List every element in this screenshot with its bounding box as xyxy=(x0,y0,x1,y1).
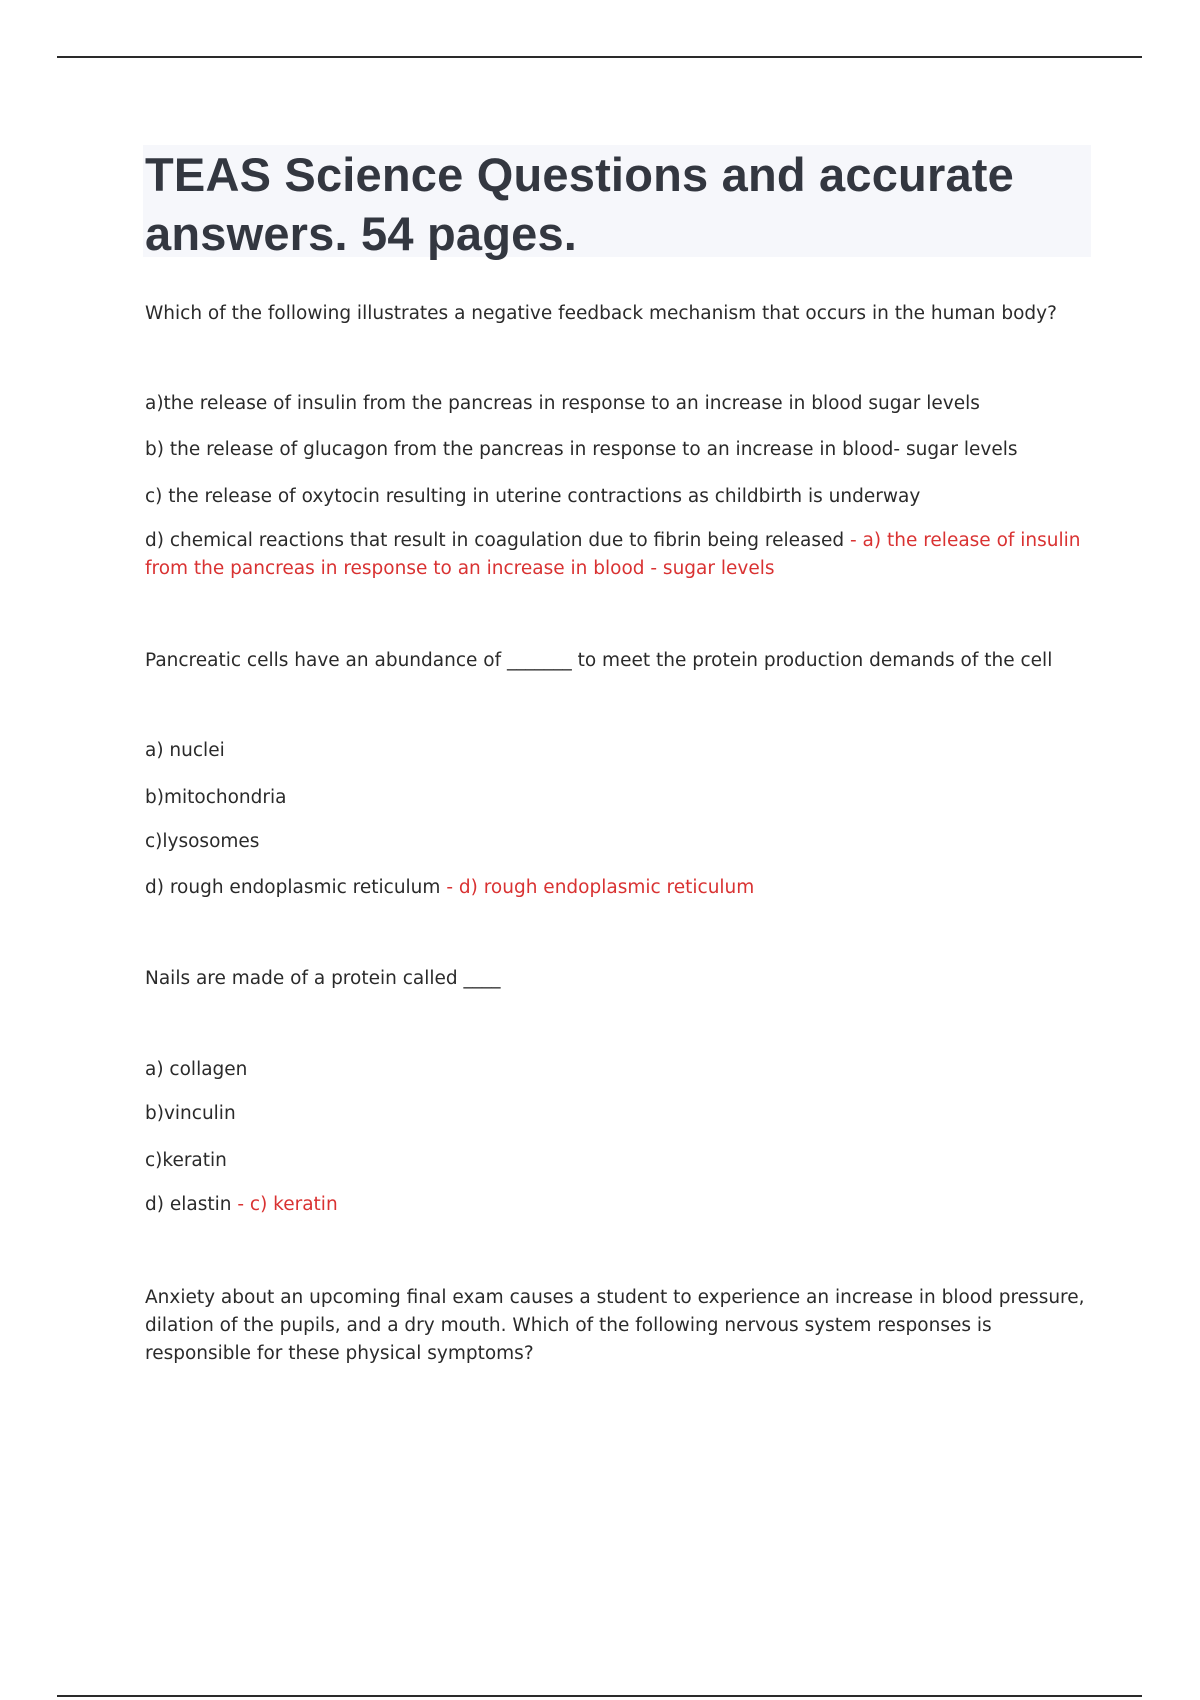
question-3-option-d-text: d) elastin xyxy=(145,1194,232,1215)
document-title: TEAS Science Questions and accurate answers. 54 pages. xyxy=(145,148,1014,260)
question-3-answer: - c) keratin xyxy=(231,1194,338,1215)
question-2-option-d xyxy=(145,874,754,902)
question-3-option-d xyxy=(145,1191,338,1219)
question-2-option-c: c)lysosomes xyxy=(145,831,260,852)
question-4: Anxiety about an upcoming final exam causes a student to experience an increase in blood pressure, dilation of the pupils, and a dry mouth. Which of the following nervous system responses is responsible for these physical symptoms? xyxy=(145,1287,1085,1364)
question-3-option-b: b)vinculin xyxy=(145,1103,236,1124)
bottom-rule xyxy=(57,1695,1142,1697)
question-1-option-d xyxy=(145,527,1095,583)
question-1-option-a: a)the release of insulin from the pancreas in response to an increase in blood sugar levels xyxy=(145,393,980,414)
question-1: Which of the following illustrates a negative feedback mechanism that occurs in the human body? xyxy=(145,303,1057,324)
question-2-option-b: b)mitochondria xyxy=(145,787,287,808)
question-3-option-a: a) collagen xyxy=(145,1059,248,1080)
question-2-option-a: a) nuclei xyxy=(145,740,225,761)
question-1-answer: - a) the release of insulin from the pancreas in response to an increase in blood - sugar levels xyxy=(145,530,1081,579)
question-2-option-d-text: d) rough endoplasmic reticulum xyxy=(145,877,441,898)
question-2: Pancreatic cells have an abundance of _______ to meet the protein production demands of the cell xyxy=(145,650,1053,671)
question-1-option-b: b) the release of glucagon from the pancreas in response to an increase in blood- sugar levels xyxy=(145,439,1018,460)
top-rule xyxy=(57,56,1142,58)
question-3: Nails are made of a protein called ____ xyxy=(145,968,501,989)
question-3-option-c: c)keratin xyxy=(145,1150,227,1171)
question-2-answer: - d) rough endoplasmic reticulum xyxy=(440,877,755,898)
question-1-option-d-text: d) chemical reactions that result in coagulation due to fibrin being released xyxy=(145,530,845,551)
title-box xyxy=(143,145,1091,260)
question-1-option-c: c) the release of oxytocin resulting in uterine contractions as childbirth is underway xyxy=(145,486,921,507)
